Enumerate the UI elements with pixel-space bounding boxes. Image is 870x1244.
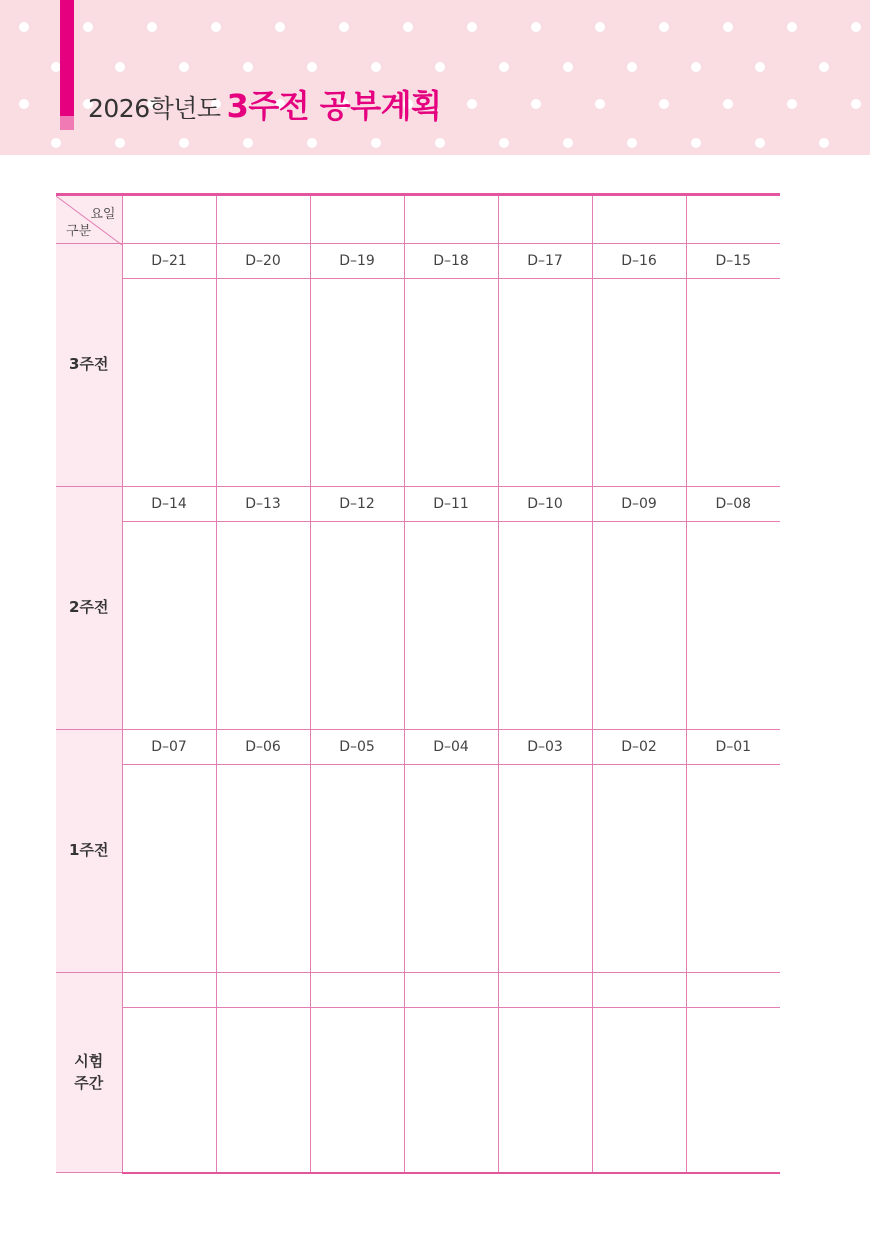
dot	[595, 22, 605, 32]
dot	[211, 22, 221, 32]
plan-cell[interactable]	[404, 1008, 498, 1173]
dot	[115, 138, 125, 148]
dday-row	[56, 973, 780, 1008]
plan-cell[interactable]	[310, 279, 404, 487]
plan-cell[interactable]	[310, 522, 404, 730]
dot	[563, 138, 573, 148]
dot	[723, 99, 733, 109]
dot	[499, 138, 509, 148]
weekday-cell[interactable]	[404, 195, 498, 244]
plan-cell[interactable]	[122, 765, 216, 973]
plan-cell[interactable]	[686, 279, 780, 487]
weekday-header-row	[56, 195, 780, 244]
dot	[531, 22, 541, 32]
plan-cell[interactable]	[686, 522, 780, 730]
corner-cell	[56, 195, 122, 244]
dot	[659, 22, 669, 32]
exam-day-cell[interactable]	[498, 973, 592, 1008]
dday-label: D–09	[592, 487, 686, 522]
dot	[51, 138, 61, 148]
section-label-2-weeks: 2주전	[56, 487, 122, 730]
dot	[819, 62, 829, 72]
dday-label: D–19	[310, 244, 404, 279]
title-year: 2026학년도	[88, 94, 221, 123]
dot	[371, 138, 381, 148]
dot	[851, 99, 861, 109]
accent-bar-tip	[60, 116, 74, 130]
dday-label: D–21	[122, 244, 216, 279]
plan-cell[interactable]	[216, 1008, 310, 1173]
dday-label: D–06	[216, 730, 310, 765]
weekday-cell[interactable]	[498, 195, 592, 244]
dday-label: D–04	[404, 730, 498, 765]
polka-dot-pattern	[0, 0, 870, 155]
exam-week-label-line2: 주간	[74, 1073, 104, 1092]
exam-day-cell[interactable]	[686, 973, 780, 1008]
dday-label: D–01	[686, 730, 780, 765]
plan-cell[interactable]	[122, 1008, 216, 1173]
dot	[307, 138, 317, 148]
dot	[371, 62, 381, 72]
dot	[723, 22, 733, 32]
exam-day-cell[interactable]	[122, 973, 216, 1008]
corner-label-category: 구분	[66, 224, 92, 239]
plan-row	[56, 279, 780, 487]
dot	[275, 22, 285, 32]
dot	[787, 22, 797, 32]
plan-cell[interactable]	[122, 279, 216, 487]
exam-day-cell[interactable]	[310, 973, 404, 1008]
dot	[19, 22, 29, 32]
dday-row	[56, 730, 780, 765]
dday-label: D–02	[592, 730, 686, 765]
weekday-cell[interactable]	[592, 195, 686, 244]
dot	[403, 22, 413, 32]
dot	[755, 62, 765, 72]
weekday-cell[interactable]	[216, 195, 310, 244]
plan-cell[interactable]	[404, 279, 498, 487]
dot	[179, 138, 189, 148]
dot	[339, 22, 349, 32]
corner-label-day: 요일	[90, 207, 116, 222]
dot	[595, 99, 605, 109]
dot	[691, 138, 701, 148]
plan-cell[interactable]	[404, 522, 498, 730]
section-label-3-weeks: 3주전	[56, 244, 122, 487]
page-header	[0, 0, 870, 155]
weekday-cell[interactable]	[686, 195, 780, 244]
exam-week-label-line1: 시험	[74, 1051, 104, 1070]
dot	[467, 99, 477, 109]
dot	[147, 22, 157, 32]
dot	[755, 138, 765, 148]
dot	[435, 138, 445, 148]
dday-label: D–20	[216, 244, 310, 279]
dday-label: D–11	[404, 487, 498, 522]
title-main: 3주전 공부계획	[226, 87, 442, 125]
dday-label: D–18	[404, 244, 498, 279]
dday-label: D–07	[122, 730, 216, 765]
accent-bar	[60, 0, 74, 116]
plan-cell[interactable]	[498, 1008, 592, 1173]
dot	[307, 62, 317, 72]
dot	[851, 22, 861, 32]
section-label-1-week: 1주전	[56, 730, 122, 973]
plan-cell[interactable]	[592, 1008, 686, 1173]
dot	[243, 138, 253, 148]
dday-label: D–14	[122, 487, 216, 522]
exam-day-cell[interactable]	[216, 973, 310, 1008]
dot	[499, 62, 509, 72]
dot	[243, 62, 253, 72]
dot	[467, 22, 477, 32]
weekday-cell[interactable]	[310, 195, 404, 244]
plan-cell[interactable]	[592, 765, 686, 973]
plan-cell[interactable]	[122, 522, 216, 730]
plan-cell[interactable]	[216, 279, 310, 487]
plan-cell[interactable]	[498, 279, 592, 487]
plan-cell[interactable]	[592, 279, 686, 487]
plan-cell[interactable]	[498, 765, 592, 973]
plan-cell[interactable]	[310, 765, 404, 973]
dot	[563, 62, 573, 72]
dot	[819, 138, 829, 148]
plan-cell[interactable]	[686, 1008, 780, 1173]
dday-label: D–08	[686, 487, 780, 522]
dday-row	[56, 487, 780, 522]
dday-label: D–15	[686, 244, 780, 279]
dday-label: D–10	[498, 487, 592, 522]
section-label-exam-week	[56, 973, 122, 1173]
dot	[435, 62, 445, 72]
dot	[627, 138, 637, 148]
dot	[787, 99, 797, 109]
dot	[691, 62, 701, 72]
exam-day-cell[interactable]	[592, 973, 686, 1008]
plan-cell[interactable]	[498, 522, 592, 730]
plan-cell[interactable]	[686, 765, 780, 973]
dday-label: D–03	[498, 730, 592, 765]
dot	[627, 62, 637, 72]
plan-cell[interactable]	[404, 765, 498, 973]
dday-row	[56, 244, 780, 279]
study-plan-table	[56, 193, 780, 1174]
dday-label: D–16	[592, 244, 686, 279]
dday-label: D–12	[310, 487, 404, 522]
dot	[115, 62, 125, 72]
plan-cell[interactable]	[216, 522, 310, 730]
dday-label: D–05	[310, 730, 404, 765]
dot	[659, 99, 669, 109]
dot	[531, 99, 541, 109]
plan-row	[56, 765, 780, 973]
plan-cell[interactable]	[310, 1008, 404, 1173]
page-title	[88, 87, 442, 125]
plan-row	[56, 1008, 780, 1173]
plan-cell[interactable]	[592, 522, 686, 730]
weekday-cell[interactable]	[122, 195, 216, 244]
dday-label: D–13	[216, 487, 310, 522]
plan-cell[interactable]	[216, 765, 310, 973]
dot	[19, 99, 29, 109]
plan-row	[56, 522, 780, 730]
dot	[83, 22, 93, 32]
dot	[179, 62, 189, 72]
dday-label: D–17	[498, 244, 592, 279]
exam-day-cell[interactable]	[404, 973, 498, 1008]
